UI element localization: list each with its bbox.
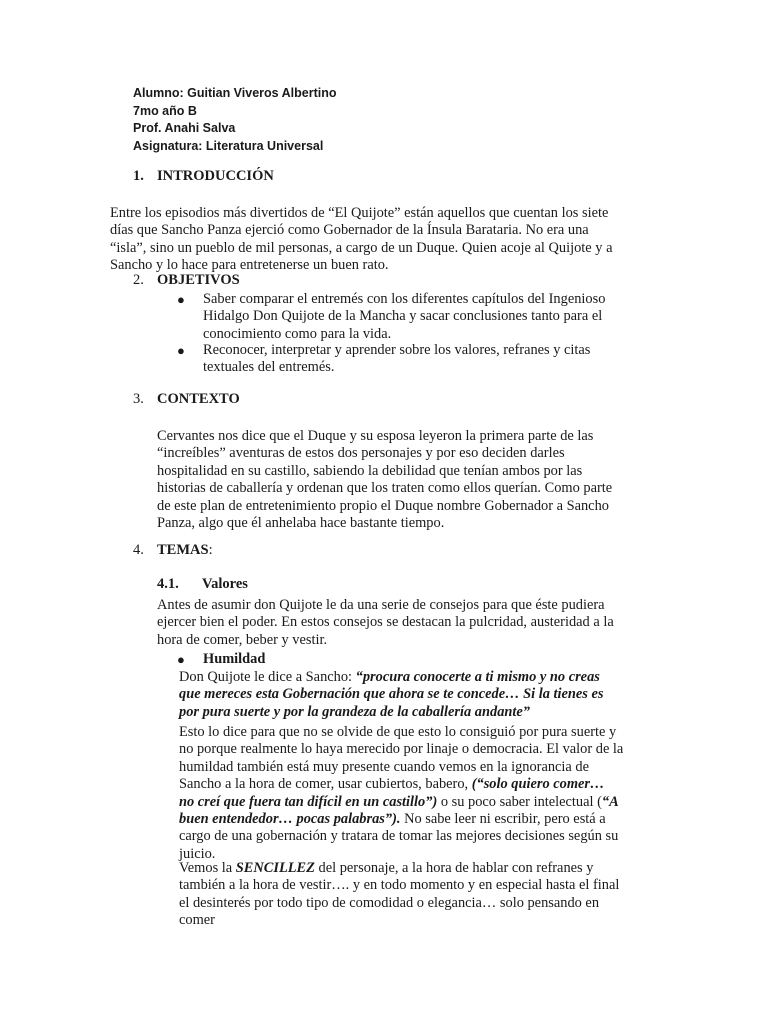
objetivo-bullet-2: ● Reconocer, interpretar y aprender sobre los valores, refranes y citas textuales del entremés. (177, 342, 591, 376)
humildad-paragraph: Esto lo dice para que no se olvide de que esto lo consiguió por pura suerte y no porque realmente lo haya merecido por linaje o democracia. El valor de la humildad también está muy presente cuando vemos en la ignorancia de Sancho a la hora de comer, usar cubiertos, babero, (“solo quiero comer… no creí que fuera tan difícil en un castillo”) o su poco saber intelectual (“A buen entendedor… pocas palabras”). No sabe leer ni escribir, pero está a cargo de una gobernación y tratara de tomar las mejores decisiones según su juicio. (179, 724, 624, 862)
objetivo-bullet-1: ● Saber comparar el entremés con los diferentes capítulos del Ingenioso Hidalgo Don Quijote de la Mancha y sacar conclusiones tanto para el conocimiento como para la vida. (177, 291, 606, 342)
section-heading-introduccion: 1. INTRODUCCIÓN (133, 168, 274, 184)
bullet-icon: ● (177, 652, 185, 667)
section-heading-temas: 4. TEMAS: (133, 542, 213, 558)
contexto-paragraph: Cervantes nos dice que el Duque y su esposa leyeron la primera parte de las “increíbles” aventuras de estos dos personajes y por eso deciden darles hospitalidad en su castillo, sabiendo la debilidad que tenían ambos por las historias de caballería y ordenan que los traten como ellos querían. Como parte de este plan de entretenimiento propio el Duque nombre Gobernador a Sancho Panza, algo que él anhelaba hace bastante tiempo. (157, 428, 613, 532)
bullet-icon: ● (177, 292, 185, 307)
section-heading-objetivos: 2. OBJETIVOS (133, 272, 240, 288)
student-header (133, 85, 337, 155)
bullet-icon: ● (177, 343, 185, 358)
course: 7mo año B (133, 103, 197, 118)
subsection-heading-valores: 4.1. Valores (157, 576, 248, 592)
introduccion-paragraph: Entre los episodios más divertidos de “El Quijote” están aquellos que cuentan los siete días que Sancho Panza ejerció como Gobernador de la Ínsula Barataria. No era una “isla”, sino un pueblo de mil personas, a cargo de un Duque. Quien acoje al Quijote y a Sancho y lo hace para entretenerse un buen rato. (110, 205, 613, 274)
quijote-quote: Don Quijote le dice a Sancho: “procura conocerte a ti mismo y no creas que mereces esta Gobernación que ahora se te concede… Si la tienes es por pura suerte y por la grandeza de la caballería andante” (179, 669, 604, 720)
teacher: Prof. Anahi Salva (133, 121, 236, 135)
sencillez-paragraph: Vemos la SENCILLEZ del personaje, a la hora de hablar con refranes y también a la hora de vestir…. y en todo momento y en especial hasta el final el desinterés por todo tipo de comodidad o elegancia… solo pensando en comer (179, 860, 620, 929)
subject: Asignatura: Literatura Universal (133, 138, 324, 153)
section-heading-contexto: 3. CONTEXTO (133, 391, 240, 407)
student-name: Alumno: Guitian Viveros Albertino (133, 86, 337, 100)
valores-paragraph: Antes de asumir don Quijote le da una serie de consejos para que éste pudiera ejercer bien el poder. En estos consejos se destacan la pulcridad, austeridad a la hora de comer, beber y vestir. (157, 597, 614, 648)
humildad-bullet: ● Humildad (177, 651, 266, 667)
